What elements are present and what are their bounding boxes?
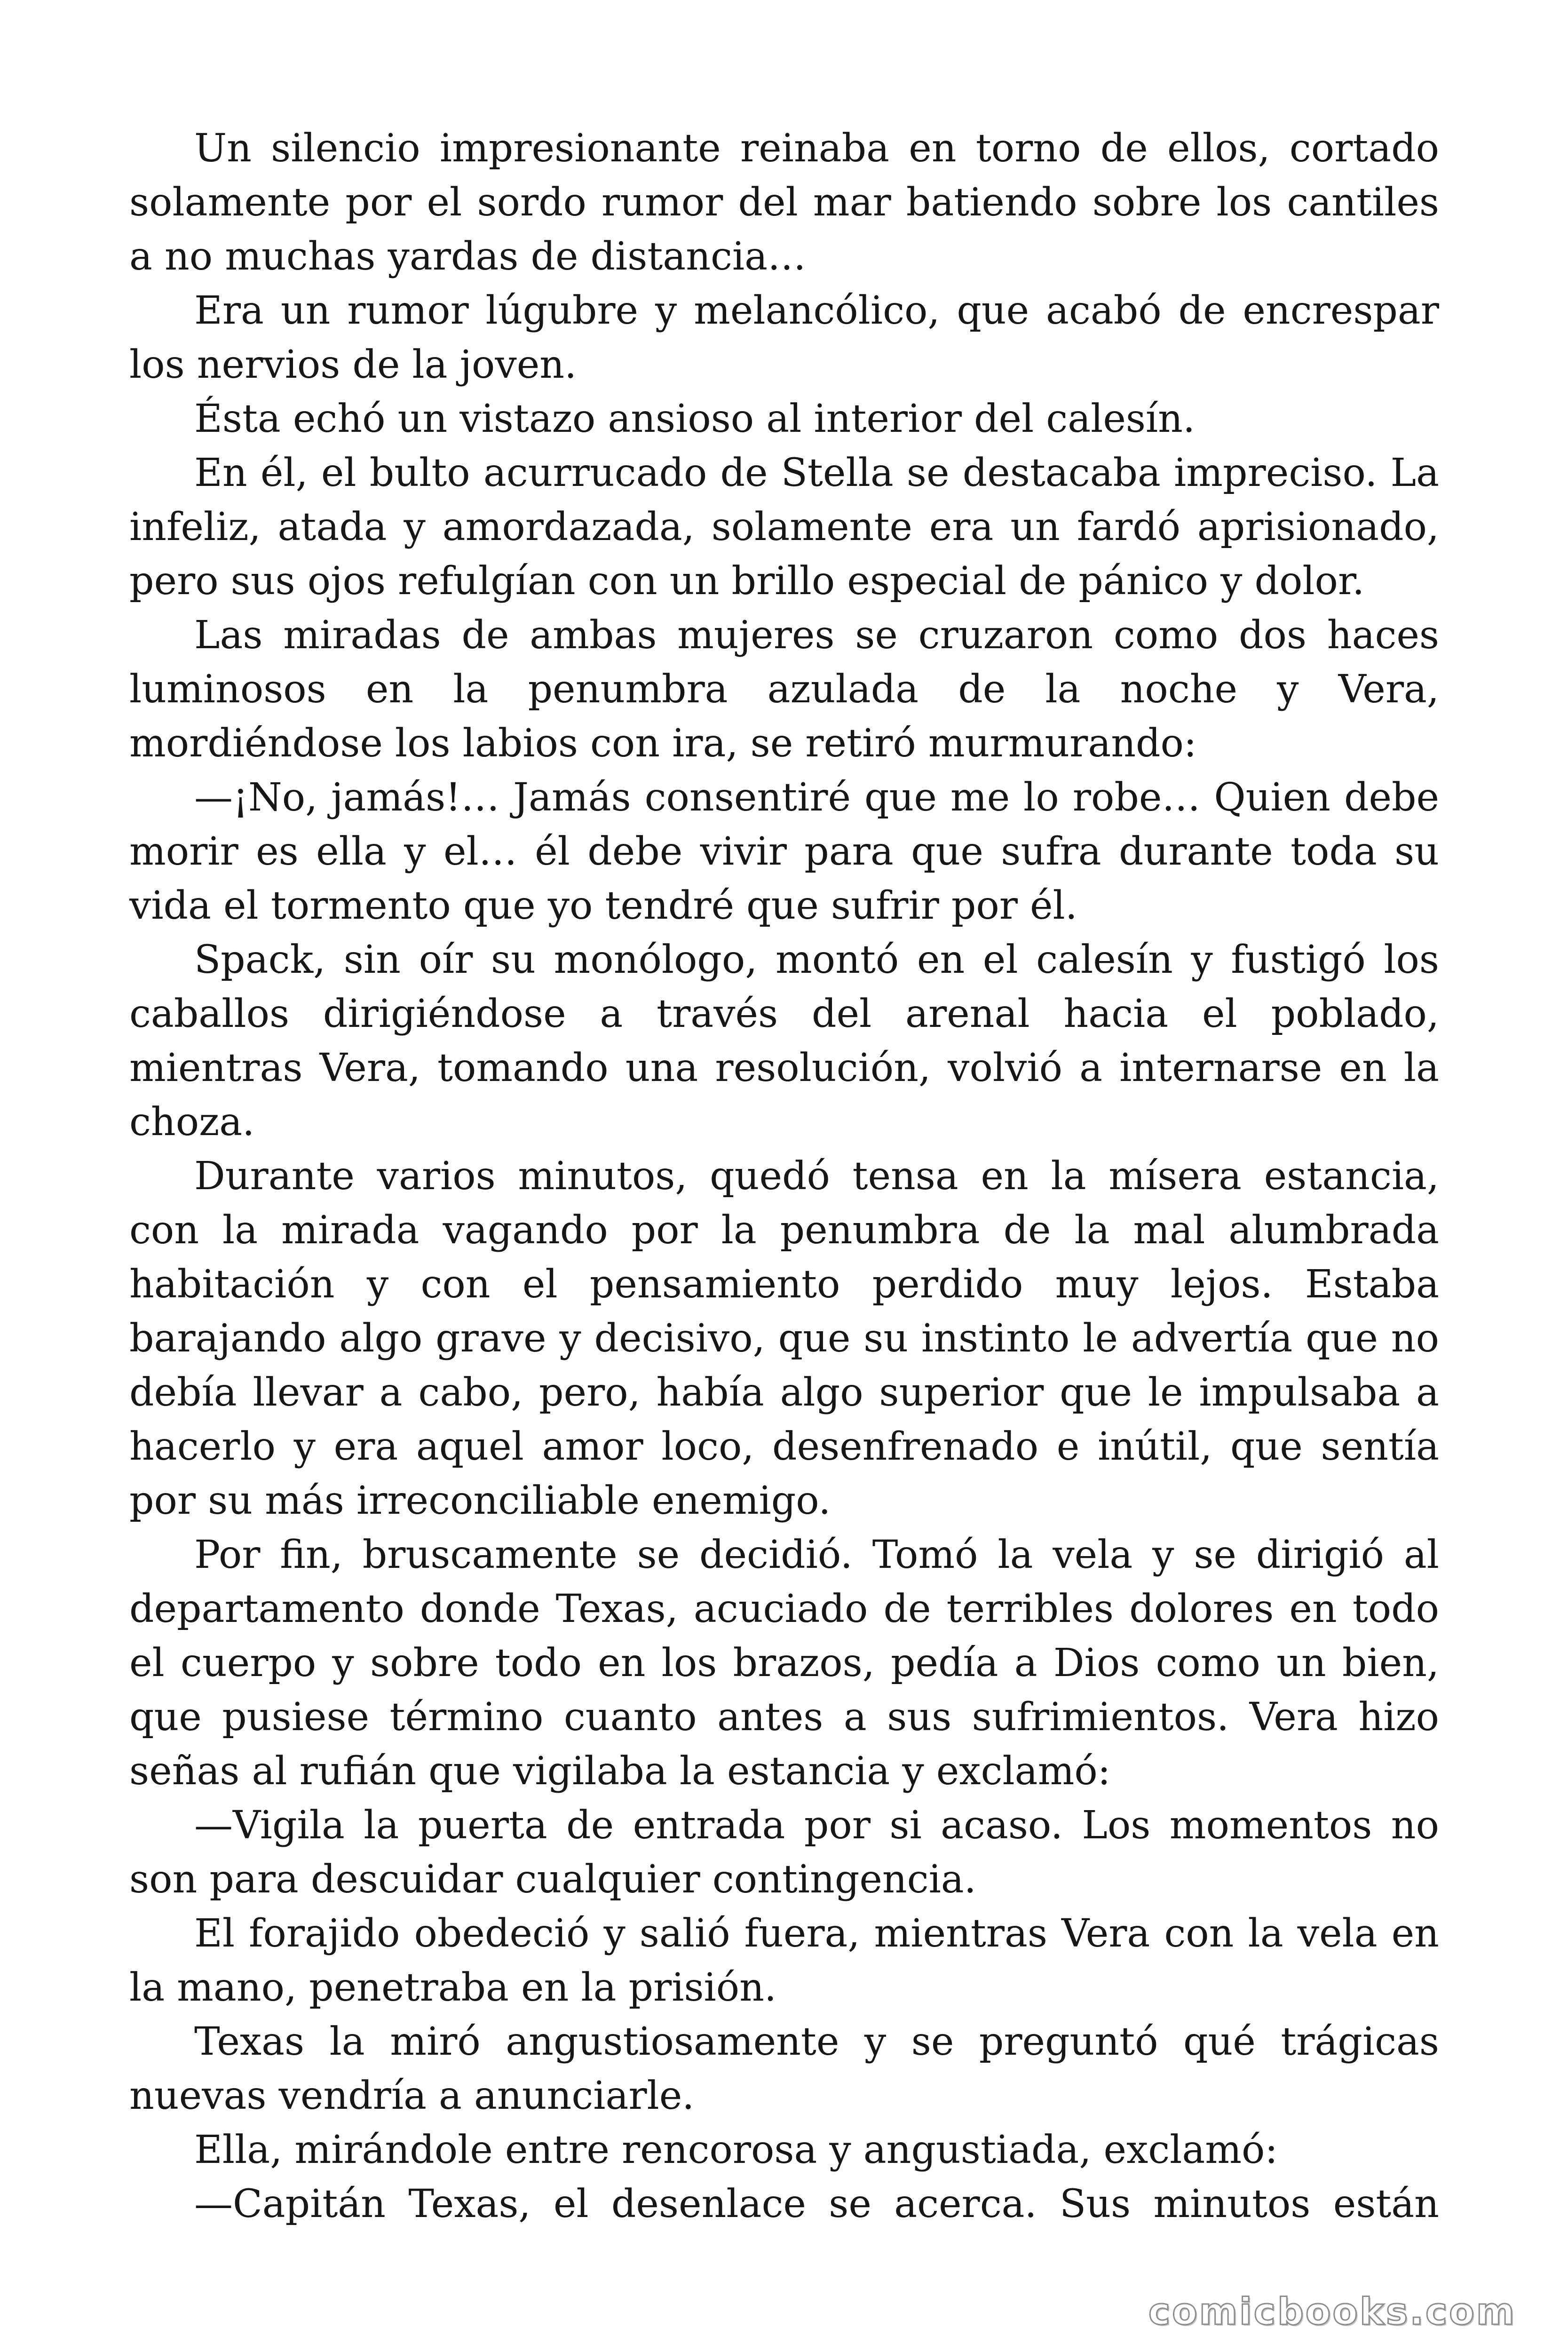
paragraph: Texas la miró angustiosamente y se preguntó qué trágicas nuevas vendría a anunciarle. xyxy=(129,2019,1439,2118)
paragraph: —¡No, jamás!… Jamás consentiré que me lo robe… Quien debe morir es ella y el… él debe vivir para que sufra durante toda su vida el tormento que yo tendré que sufrir por él. xyxy=(129,775,1439,928)
paragraph: Por fin, bruscamente se decidió. Tomó la vela y se dirigió al departamento donde Texas, acuciado de terribles dolores en todo el cuerpo y sobre todo en los brazos, pedía a Dios como un bien, que pusiese término cuanto antes a sus sufrimientos. Vera hizo señas al rufián que vigilaba la estancia y exclamó: xyxy=(129,1533,1439,1794)
paragraph: Spack, sin oír su monólogo, montó en el calesín y fustigó los caballos dirigiéndose a través del arenal hacia el poblado, mientras Vera, tomando una resolución, volvió a internarse en la choza. xyxy=(129,938,1439,1144)
watermark-text: comicbooks.com xyxy=(1148,2291,1516,2333)
paragraph: Durante varios minutos, quedó tensa en la mísera estancia, con la mirada vagando por la penumbra de la mal alumbrada habitación y con el pensamiento perdido muy lejos. Estaba barajando algo grave y decisivo, que su instinto le advertía que no debía llevar a cabo, pero, había algo superior que le impulsaba a hacerlo y era aquel amor loco, desenfrenado e inútil, que sentía por su más irreconciliable enemigo. xyxy=(129,1154,1439,1523)
paragraph: Un silencio impresionante reinaba en torno de ellos, cortado solamente por el sordo rumor del mar batiendo sobre los cantiles a no muchas yardas de distancia… xyxy=(129,126,1439,279)
paragraph: Ésta echó un vistazo ansioso al interior del calesín. xyxy=(194,397,1196,441)
paragraph: En él, el bulto acurrucado de Stella se destacaba impreciso. La infeliz, atada y amordazada, solamente era un fardó aprisionado, pero sus ojos refulgían con un brillo especial de pánico y dolor. xyxy=(129,451,1439,604)
paragraph: Las miradas de ambas mujeres se cruzaron como dos haces luminosos en la penumbra azulada de la noche y Vera, mordiéndose los labios con ira, se retiró murmurando: xyxy=(129,613,1439,766)
paragraph: El forajido obedeció y salió fuera, mientras Vera con la vela en la mano, penetraba en la prisión. xyxy=(129,1911,1439,2010)
body-text xyxy=(129,121,1439,2231)
paragraph-last: —Capitán Texas, el desenlace se acerca. Sus minutos están xyxy=(194,2182,1439,2226)
paragraph: —Vigila la puerta de entrada por si acaso. Los momentos no son para descuidar cualquier contingencia. xyxy=(129,1803,1439,1902)
paragraph: Era un rumor lúgubre y melancólico, que acabó de encrespar los nervios de la joven. xyxy=(129,288,1439,387)
paragraph: Ella, mirándole entre rencorosa y angustiada, exclamó: xyxy=(194,2128,1278,2172)
